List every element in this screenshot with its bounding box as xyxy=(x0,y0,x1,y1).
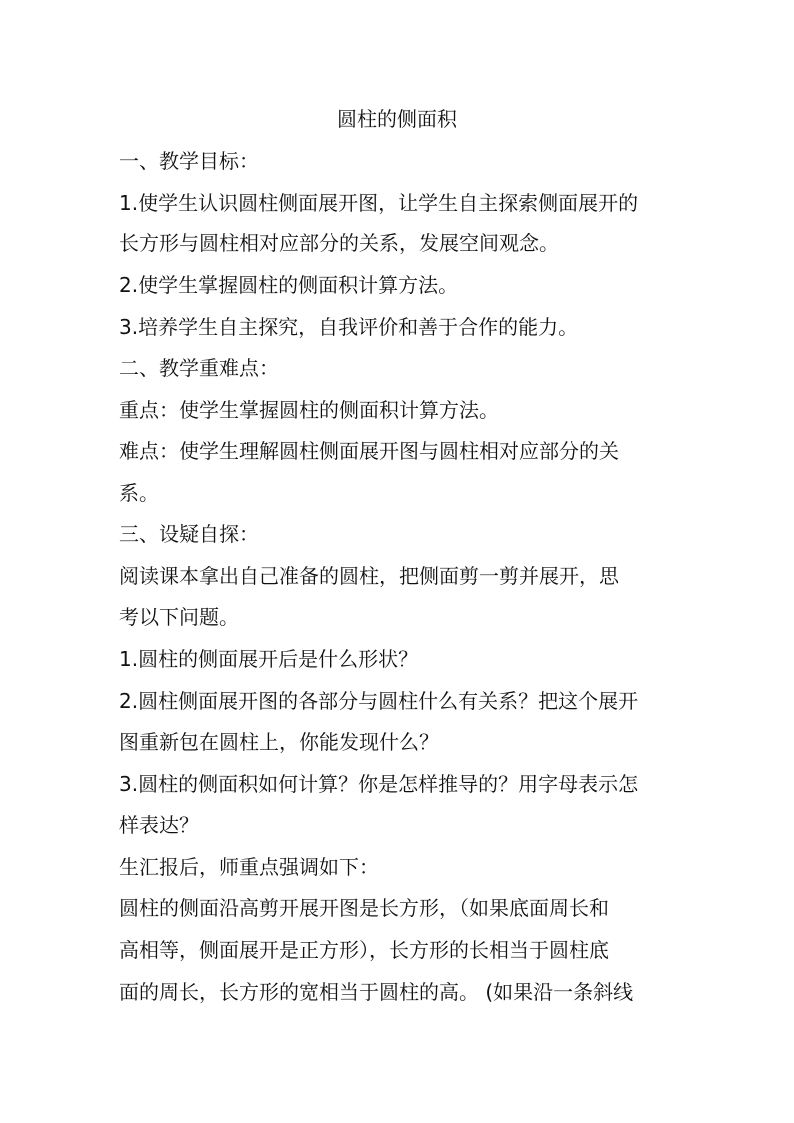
document-title: 圆柱的侧面积 xyxy=(337,107,457,131)
section-heading-key-points: 二、教学重难点： xyxy=(119,356,279,380)
text-line: 圆柱的侧面沿高剪开展开图是长方形，（如果底面周长和 xyxy=(119,896,609,920)
question-item: 1.圆柱的侧面展开后是什么形状？ xyxy=(119,647,419,671)
text-line: 生汇报后，师重点强调如下： xyxy=(119,855,379,879)
section-heading-objectives: 一、教学目标： xyxy=(119,149,259,173)
text-line: 阅读课本拿出自己准备的圆柱，把侧面剪一剪并展开，思 xyxy=(119,564,619,588)
text-line: 样表达？ xyxy=(119,813,199,837)
question-item: 3.圆柱的侧面积如何计算？你是怎样推导的？用字母表示怎 xyxy=(119,772,639,796)
section-heading-inquiry: 三、设疑自探： xyxy=(119,522,259,546)
text-line: 系。 xyxy=(119,481,159,505)
text-line: 1.使学生认识圆柱侧面展开图，让学生自主探索侧面展开的 xyxy=(119,191,639,215)
text-line: 面的周长，长方形的宽相当于圆柱的高。 (如果沿一条斜线 xyxy=(119,980,634,1004)
text-line: 长方形与圆柱相对应部分的关系，发展空间观念。 xyxy=(119,231,559,255)
text-line: 图重新包在圆柱上，你能发现什么？ xyxy=(119,730,439,754)
text-line: 3.培养学生自主探究，自我评价和善于合作的能力。 xyxy=(119,315,579,339)
question-item: 2.圆柱侧面展开图的各部分与圆柱什么有关系？把这个展开 xyxy=(119,689,639,713)
text-line: 重点：使学生掌握圆柱的侧面积计算方法。 xyxy=(119,398,499,422)
text-line: 高相等，侧面展开是正方形），长方形的长相当于圆柱底 xyxy=(119,938,609,962)
text-line: 考以下问题。 xyxy=(119,605,239,629)
text-line: 2.使学生掌握圆柱的侧面积计算方法。 xyxy=(119,273,459,297)
text-line: 难点：使学生理解圆柱侧面展开图与圆柱相对应部分的关 xyxy=(119,439,619,463)
